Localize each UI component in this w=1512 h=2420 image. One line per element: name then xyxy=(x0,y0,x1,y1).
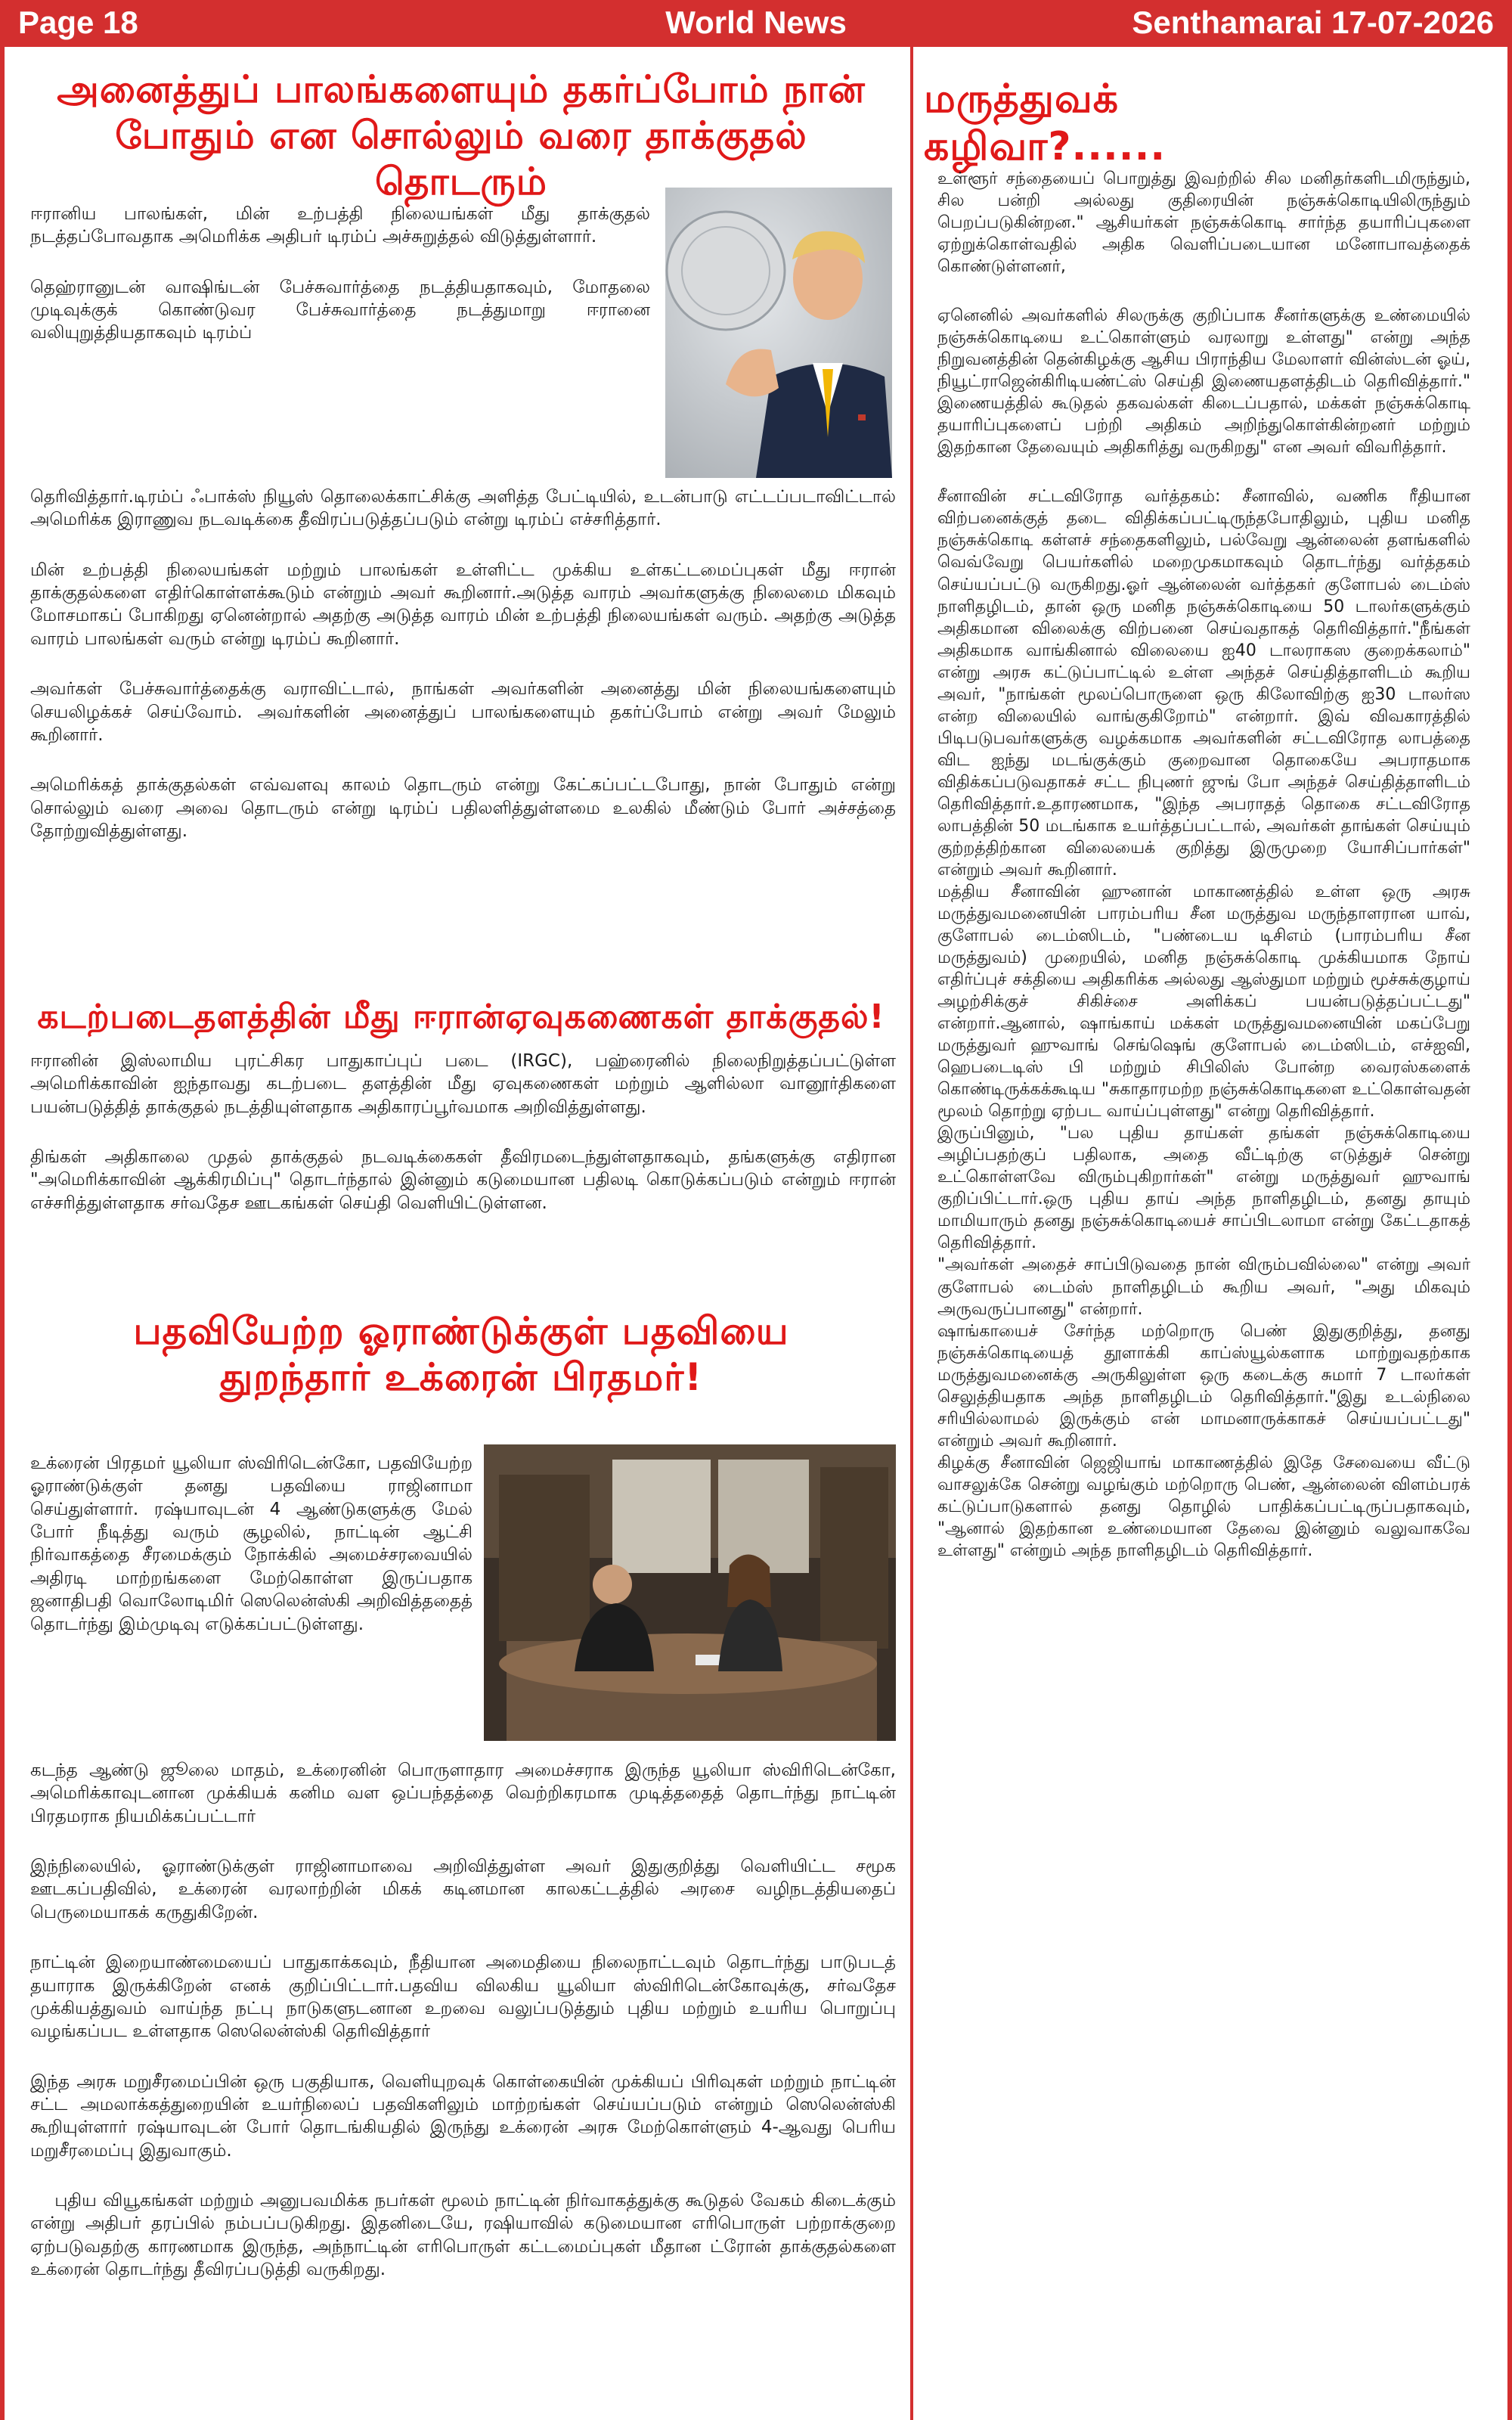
article4-paragraph: சீனாவின் சட்டவிரோத வர்த்தகம்: சீனாவில், வணிக ரீதியான விற்பனைக்குத் தடை விதிக்கப்பட்டிருந்தபோதிலும், புதிய மனித நஞ்சுக்கொடி கள்ளச் சந்தைகளிலும், பல்வேறு ஆன்லைன் தளங்களில் வெவ்வேறு பெயர்களில் மறைமுகமாகவும் தொடர்ந்து வர்த்தகம் செய்யப்பட்டு வருகிறது.ஓர் ஆன்லைன் வர்த்தகர் குளோபல் டைம்ஸ் நாளிதழிடம், தான் ஒரு மனித நஞ்சுக்கொடியை 50 டாலர்களுக்கும் அதிகமான விலைக்கு விற்பனை செய்வதாகத் தெரிவித்தார்."நீங்கள் அதிகமாக வாங்கினால் விலையை ஐ40 டாலராகஸ குறைக்கலாம்" என்று அரசு கட்டுப்பாட்டில் உள்ள அந்தச் செய்தித்தாளிடம் கூறிய அவர், "நாங்கள் மூலப்பொருளை ஒரு கிலோவிற்கு ஐ30 டாலர்ஸ என்ற விலையில் வாங்குகிறோம்" என்றார். இவ் விவகாரத்தில் பிடிபடுபவர்களுக்கு வழக்கமாக அவர்களின் சட்டவிரோத லாபத்தை விட ஐந்து மடங்குக்கும் குறைவான தொகையே அபராதமாக விதிக்கப்படுவதாகச் சட்ட நிபுணர் ஜுங் போ அந்தச் செய்தித்தாளிடம் தெரிவித்தார்.உதாரணமாக, "இந்த அபராதத் தொகை சட்டவிரோத லாபத்தின் 50 மடங்காக உயர்த்தப்பட்டால், அவர்கள் தாங்கள் செய்யும் குற்றத்திற்கான விலையைக் குறித்து இருமுறை யோசிப்பார்கள்" என்றும் அவர் கூறினார். xyxy=(937,487,1470,880)
article3-paragraph: இந்நிலையில், ஓராண்டுக்குள் ராஜினாமாவை அறிவித்துள்ள அவர் இதுகுறித்து வெளியிட்ட சமூக ஊடகப்பதிவில், உக்ரைன் வரலாற்றின் மிகக் கடினமான காலகட்டத்தில் அரசை வழிநடத்தியதைப் பெருமையாகக் கருதுகிறேன். xyxy=(30,1857,896,1922)
article1-intro xyxy=(30,203,650,345)
article4-paragraph: "அவர்கள் அதைச் சாப்பிடுவதை நான் விரும்பவில்லை" என்று அவர் குளோபல் டைம்ஸ் நாளிதழிடம் கூறிய அவர், "அது மிகவும் அருவருப்பானது" என்றார். xyxy=(937,1255,1470,1319)
article1-paragraph: மின் உற்பத்தி நிலையங்கள் மற்றும் பாலங்கள் உள்ளிட்ட முக்கிய உள்கட்டமைப்புகள் மீது ஈரான் தாக்குதல்களை எதிர்கொள்ளக்கூடும் என்றும் அவர் கூறினார்.அடுத்த வாரம் அவர்களுக்கு நிலைமை மிகவும் மோசமாகப் போகிறது ஏனென்றால் அதற்கு அடுத்த வாரம் மின் உற்பத்தி நிலையங்கள் வரும். அதற்கு அடுத்த வாரம் பாலங்கள் வரும் என்று டிரம்ப் கூறினார். xyxy=(30,560,896,649)
article1-paragraph: அவர்கள் பேச்சுவார்த்தைக்கு வராவிட்டால், நாங்கள் அவர்களின் அனைத்து மின் நிலையங்களையும் செயலிழக்கச் செய்வோம். அவர்களின் அனைத்துப் பாலங்களையும் தகர்ப்போம் என்று அவர் மேலும் கூறினார். xyxy=(30,679,896,745)
article1-paragraph: ஈரானிய பாலங்கள், மின் உற்பத்தி நிலையங்கள் மீது தாக்குதல் நடத்தப்போவதாக அமெரிக்க அதிபர் டிரம்ப் அச்சுறுத்தல் விடுத்துள்ளார். xyxy=(30,204,650,247)
article4-body xyxy=(937,168,1470,1562)
page-header xyxy=(0,0,1512,47)
column-divider xyxy=(910,47,913,2420)
article1-headline-line1: அனைத்துப் பாலங்களையும் தகர்ப்போம் நான் xyxy=(57,67,866,111)
article4-paragraph: மத்திய சீனாவின் ஹுனான் மாகாணத்தில் உள்ள ஒரு அரசு மருத்துவமனையின் பாரம்பரிய சீன மருத்துவ மருந்தாளரான யாவ், குளோபல் டைம்ஸிடம், "பண்டைய டிசிஎம் (பாரம்பரிய சீன மருத்துவம்) முறையில், மனித நஞ்சுக்கொடி முக்கியமாக நோய் எதிர்ப்புச் சக்தியை அதிகரிக்க அல்லது ஆஸ்துமா மற்றும் மூச்சுக்குழாய் அழற்சிக்குச் சிகிச்சை அளிக்கப் பயன்படுத்தப்பட்டது" என்றார்.ஆனால், ஷாங்காய் மக்கள் மருத்துவமனையின் மகப்பேறு மருத்துவர் ஹுவாங் செங்ஷெங் குளோபல் டைம்ஸிடம், எச்ஐவி, ஹெபடைடிஸ் பி மற்றும் சிபிலிஸ் போன்ற வைரஸ்களைக் கொண்டிருக்கக்கூடிய "சுகாதாரமற்ற நஞ்சுக்கொடிகளை உட்கொள்வதன் மூலம் தொற்று ஏற்பட வாய்ப்புள்ளது" என்று தெரிவித்தார். xyxy=(937,882,1470,1122)
article1-paragraph: அமெரிக்கத் தாக்குதல்கள் எவ்வளவு காலம் தொடரும் என்று கேட்கப்பட்டபோது, நான் போதும் என்று சொல்லும் வரை அவை தொடரும் என்று டிரம்ப் பதிலளித்துள்ளமை உலகில் மீண்டும் போர் அச்சத்தை தோற்றுவித்துள்ளது. xyxy=(30,775,896,841)
article1-headline xyxy=(23,67,900,205)
article2-body xyxy=(30,1050,896,1215)
article1-paragraph: தெஹ்ரானுடன் வாஷிங்டன் பேச்சுவார்த்தை நடத்தியதாகவும், மோதலை முடிவுக்குக் கொண்டுவர பேச்சுவார்த்தை நடத்துமாறு ஈரானை வலியுறுத்தியதாகவும் டிரம்ப் xyxy=(30,277,650,343)
article2-headline: கடற்படைதளத்தின் மீது ஈரான்ஏவுகணைகள் தாக்குதல்! xyxy=(37,997,885,1036)
article1-body xyxy=(30,486,896,842)
article3-headline-line2: துறந்தார் உக்ரைன் பிரதமர்! xyxy=(219,1355,703,1399)
article3-headline xyxy=(23,1308,900,1401)
article4-paragraph: ஏனெனில் அவர்களில் சிலருக்கு குறிப்பாக சீனர்களுக்கு உண்மையில் நஞ்சுக்கொடியை உட்கொள்ளும் வரலாறு உள்ளது" என்று அந்த நிறுவனத்தின் தென்கிழக்கு ஆசிய பிராந்திய மேலாளர் வின்ஸ்டன் ஓய், நியூட்ராஜென்கிரிடியண்ட்ஸ் செய்தி இணையதளத்திடம் தெரிவித்தார்." இணையத்தில் கூடுதல் தகவல்கள் கிடைப்பதால், மக்கள் நஞ்சுக்கொடி தயாரிப்புகளைப் பற்றி அதிகம் அறிந்துகொள்கின்றனர் மற்றும் இதற்கான தேவையும் அதிகரித்து வருகிறது" என அவர் விவரித்தார். xyxy=(937,306,1470,458)
masthead-date: Senthamarai 17-07-2026 xyxy=(1132,5,1494,40)
article2-paragraph: திங்கள் அதிகாலை முதல் தாக்குதல் நடவடிக்கைகள் தீவிரமடைந்துள்ளதாகவும், தங்களுக்கு எதிரான "அமெரிக்காவின் ஆக்கிரமிப்பு" தொடர்ந்தால் இன்னும் கடுமையான பதிலடி கொடுக்கப்படும் என்றும் ஈரான் எச்சரித்துள்ளதாக சர்வதேச ஊடகங்கள் செய்தி வெளியிட்டுள்ளன. xyxy=(30,1147,896,1213)
article3-paragraph: உக்ரைன் பிரதமர் யூலியா ஸ்விரிடென்கோ, பதவியேற்ற ஓராண்டுக்குள் தனது பதவியை ராஜினாமா செய்துள்ளார். ரஷ்யாவுடன் 4 ஆண்டுகளுக்கு மேல் போர் நீடித்து வரும் சூழலில், நாட்டின் ஆட்சி நிர்வாகத்தை சீரமைக்கும் நோக்கில் அமைச்சரவையில் அதிரடி மாற்றங்களை மேற்கொள்ள இருப்பதாக ஜனாதிபதி வொலோடிமிர் ஸெலென்ஸ்கி அறிவித்ததைத் தொடர்ந்து இம்முடிவு எடுக்கப்பட்டுள்ளது. xyxy=(30,1454,472,1634)
article3-body xyxy=(30,1759,896,2281)
article3-paragraph: புதிய வியூகங்கள் மற்றும் அனுபவமிக்க நபர்கள் மூலம் நாட்டின் நிர்வாகத்துக்கு கூடுதல் வேகம் கிடைக்கும் என்று அதிபர் தரப்பில் நம்பப்படுகிறது. இதனிடையே, ரஷியாவில் கடுமையான எரிபொருள் பற்றாக்குறை ஏற்படுவதற்கு காரணமாக இருந்த, அந்நாட்டின் எரிபொருள் கட்டமைப்புகள் மீதான ட்ரோன் தாக்குதல்களை உக்ரைன் தொடர்ந்து தீவிரப்படுத்தி வருகிறது. xyxy=(30,2191,896,2280)
article3-paragraph: நாட்டின் இறையாண்மையைப் பாதுகாக்கவும், நீதியான அமைதியை நிலைநாட்டவும் தொடர்ந்து பாடுபடத் தயாராக இருக்கிறேன் எனக் குறிப்பிட்டார்.பதவிய விலகிய யூலியா ஸ்விரிடென்கோவுக்கு, சர்வதேச முக்கியத்துவம் வாய்ந்த நட்பு நாடுகளுடனான உறவை வலுப்படுத்தும் புதிய மற்றும் உயரிய பொறுப்பு வழங்கப்பட உள்ளதாக ஸெலென்ஸ்கி தெரிவித்தார் xyxy=(30,1953,896,2042)
page-number: Page 18 xyxy=(18,5,138,40)
article3-headline-line1: பதவியேற்ற ஓராண்டுக்குள் பதவியை xyxy=(133,1309,789,1353)
trump-photo xyxy=(665,188,892,478)
article3-paragraph: கடந்த ஆண்டு ஜூலை மாதம், உக்ரைனின் பொருளாதார அமைச்சராக இருந்த யூலியா ஸ்விரிடென்கோ, அமெரிக்காவுடனான முக்கியக் கனிம வள ஒப்பந்தத்தை வெற்றிகரமாக முடித்ததைத் தொடர்ந்து நாட்டின் பிரதமராக நியமிக்கப்பட்டார் xyxy=(30,1761,896,1826)
article4-paragraph: ஷாங்காயைச் சேர்ந்த மற்றொரு பெண் இதுகுறித்து, தனது நஞ்சுக்கொடியைத் தூளாக்கி காப்ஸ்யூல்களாக மாற்றுவதற்காக மருத்துவமனைக்கு அருகிலுள்ள ஒரு கடைக்கு சுமார் 7 டாலர்கள் செலுத்தியதாக அந்த நாளிதழிடம் தெரிவித்தார்."இது உடல்நிலை சரியில்லாமல் இருக்கும் என் மாமனாருக்காகச் செய்யப்பட்டது" என்றும் அவர் கூறினார். xyxy=(937,1321,1470,1450)
article4-headline: மருத்துவக் கழிவா?...... xyxy=(924,76,1167,170)
article4-paragraph: உள்ளூர் சந்தையைப் பொறுத்து இவற்றில் சில மனிதர்களிடமிருந்தும், சில பன்றி அல்லது குதிரையின் நஞ்சுக்கொடியிலிருந்தும் பெறப்படுகின்றன." ஆசியர்கள் நஞ்சுக்கொடி சார்ந்த தயாரிப்புகளை ஏற்றுக்கொள்வதில் அதிக வெளிப்படையான மனோபாவத்தைக் கொண்டுள்ளனர், xyxy=(937,169,1470,277)
article4-paragraph: இருப்பினும், "பல புதிய தாய்கள் தங்கள் நஞ்சுக்கொடியை அழிப்பதற்குப் பதிலாக, அதை வீட்டிற்கு எடுத்துச் சென்று உட்கொள்ளவே விரும்புகிறார்கள்" என்று மருத்துவர் ஹுவாங் குறிப்பிட்டார்.ஒரு புதிய தாய் அந்த நாளிதழிடம், தனது தாயும் மாமியாரும் தனது நஞ்சுக்கொடியைச் சாப்பிடலாமா என்று கேட்டதாகத் தெரிவித்தார். xyxy=(937,1124,1470,1253)
article1-paragraph: தெரிவித்தார்.டிரம்ப் ஃபாக்ஸ் நியூஸ் தொலைக்காட்சிக்கு அளித்த பேட்டியில், உடன்பாடு எட்டப்படாவிட்டால் அமெரிக்க இராணுவ நடவடிக்கை தீவிரப்படுத்தப்படும் என்று டிரம்ப் எச்சரித்தார். xyxy=(30,487,896,530)
article4-paragraph: கிழக்கு சீனாவின் ஜெஜியாங் மாகாணத்தில் இதே சேவையை வீட்டு வாசலுக்கே சென்று வழங்கும் மற்றொரு பெண், ஆன்லைன் விளம்பரக் கட்டுப்பாடுகளால் தனது தொழில் பாதிக்கப்பட்டிருப்பதாகவும், "ஆனால் இதற்கான உண்மையான தேவை இன்னும் வலுவாகவே உள்ளது" என்றும் அந்த நாளிதழிடம் தெரிவித்தார். xyxy=(937,1453,1470,1560)
article2-paragraph: ஈரானின் இஸ்லாமிய புரட்சிகர பாதுகாப்புப் படை (IRGC), பஹ்ரைனில் நிலைநிறுத்தப்பட்டுள்ள அமெரிக்காவின் ஐந்தாவது கடற்படை தளத்தின் மீது ஏவுகணைகள் மற்றும் ஆளில்லா வானூர்திகளை பயன்படுத்தித் தாக்குதல் நடத்தியுள்ளதாக அதிகாரப்பூர்வமாக அறிவித்துள்ளது. xyxy=(30,1051,896,1117)
article1-headline-line2: போதும் என சொல்லும் வரை தாக்குதல் தொடரும் xyxy=(115,113,807,203)
article3-intro xyxy=(30,1452,472,1636)
ukraine-meeting-photo xyxy=(484,1444,896,1741)
article3-paragraph: இந்த அரசு மறுசீரமைப்பின் ஒரு பகுதியாக, வெளியுறவுக் கொள்கையின் முக்கியப் பிரிவுகள் மற்றும் நாட்டின் சட்ட அமலாக்கத்துறையின் உயர்நிலைப் பதவிகளிலும் மாற்றங்கள் செய்யப்படும் என்றும் ஸெலென்ஸ்கி கூறியுள்ளார் ரஷ்யாவுடன் போர் தொடங்கியதில் இருந்து உக்ரைன் அரசு மேற்கொள்ளும் 4-ஆவது பெரிய மறுசீரமைப்பு இதுவாகும். xyxy=(30,2071,896,2161)
section-title: World News xyxy=(665,5,847,40)
